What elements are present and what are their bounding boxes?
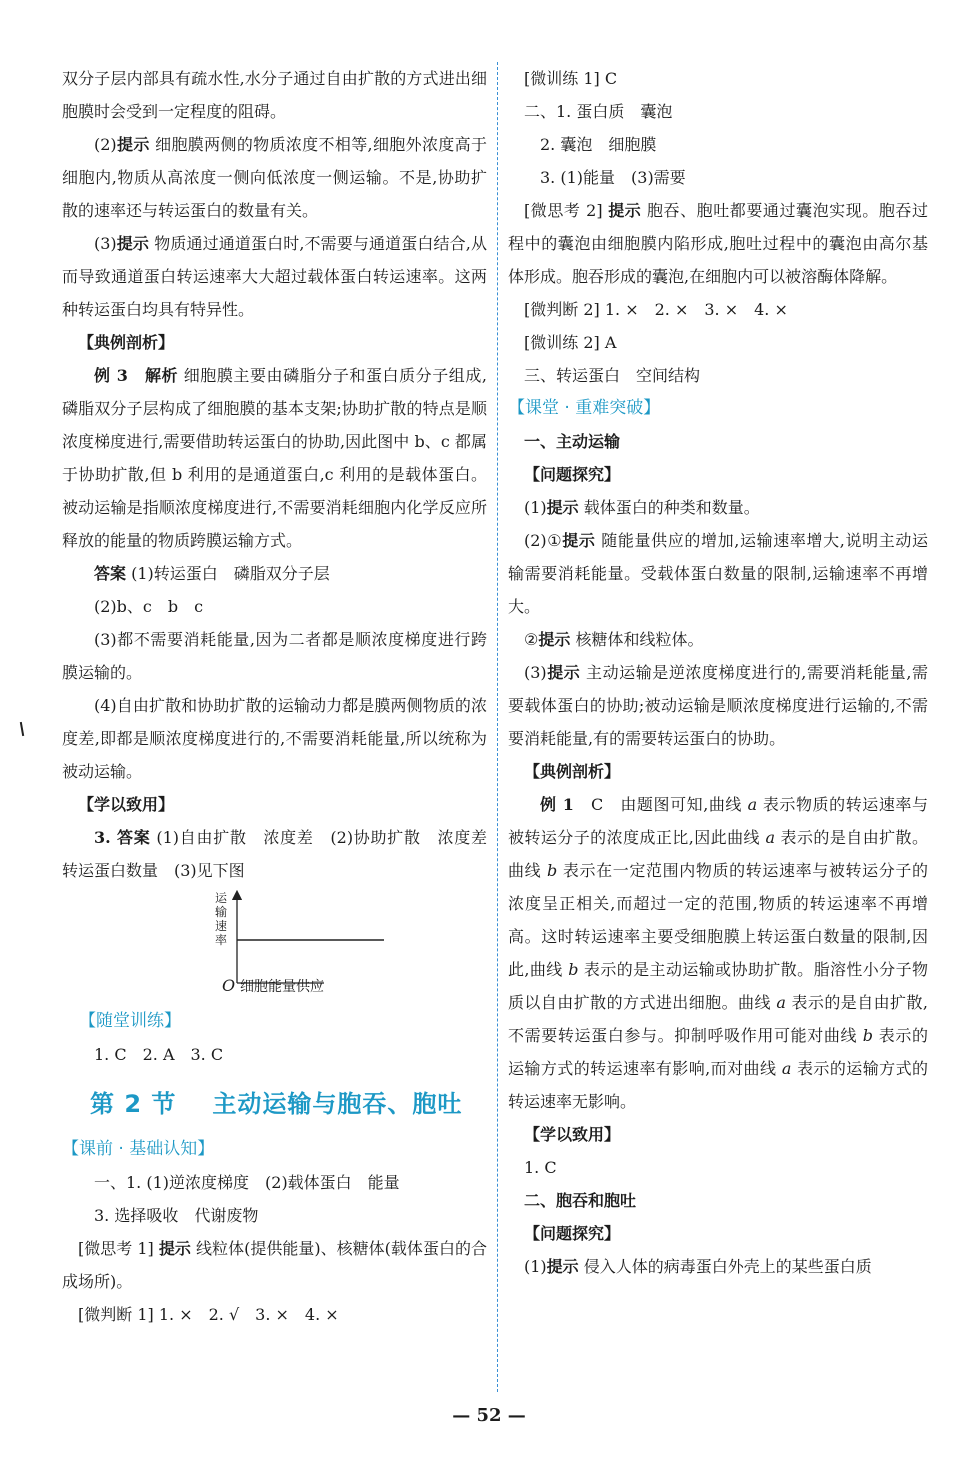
hint-paragraph: (3)提示 物质通过通道蛋白时,不需要与通道蛋白结合,从而导致通道蛋白转运速率大大超过载体蛋白转运速率。这两种转运蛋白均具有特异性。: [62, 234, 487, 319]
page-number: — 52 —: [452, 1405, 526, 1426]
hint-paragraph: (1)提示 载体蛋白的种类和数量。: [524, 498, 760, 517]
section-heading: 【学以致用】: [78, 795, 175, 814]
left-column: [62, 62, 504, 1331]
answer-line: 答案 (1)转运蛋白 磷脂双分子层: [94, 564, 330, 583]
hint-paragraph: (2)①提示 随能量供应的增加,运输速率增大,说明主动运输需要消耗能量。受载体蛋白数量的限制,运输速率不再增大。: [508, 531, 928, 616]
hint-paragraph: [微思考 1] 提示 线粒体(提供能量)、核糖体(载体蛋白的合成场所)。: [62, 1239, 487, 1291]
hint-paragraph: [微思考 2] 提示 胞吞、胞吐都要通过囊泡实现。胞吞过程中的囊泡由细胞膜内陷形成,胞吐过程中的囊泡由高尔基体形成。胞吞形成的囊泡,在细胞内可以被溶酶体降解。: [508, 201, 928, 286]
subsection-heading: 一、主动运输: [524, 432, 621, 451]
answer-line: 1. C: [524, 1158, 557, 1177]
section-heading: 【学以致用】: [524, 1125, 621, 1144]
answer-line: 一、1. (1)逆浓度梯度 (2)载体蛋白 能量: [94, 1173, 400, 1192]
example-paragraph: 例 1 C 由题图可知,曲线 a 表示物质的转运速率与被转运分子的浓度成正比,因此曲线 a 表示的是自由扩散。曲线 b 表示在一定范围内物质的转运速率与被转运分子的浓度呈正相关,而超过一定的范围,物质的转运速率不再增高。这时转运速率主要受细胞膜上转运蛋白数量的限制,因此,曲线 b 表示的是主动运输或协助扩散。脂溶性小分子物质以自由扩散的方式进出细胞。曲线 a 表示的是自由扩散,不需要转运蛋白参与。抑制呼吸作用可能对曲线 b 表示的运输方式的转运速率有影响,而对曲线 a 表示的运输方式的转运速率无影响。: [508, 795, 929, 1111]
y-axis-label: 运输速率: [214, 891, 227, 947]
answer-line: 1. C 2. A 3. C: [94, 1045, 224, 1064]
answer-line: 3. 答案 (1)自由扩散 浓度差 (2)协助扩散 浓度差 转运蛋白数量 (3)见下图: [62, 828, 504, 880]
answer-line: 3. (1)能量 (3)需要: [540, 168, 686, 187]
answer-line: 三、转运蛋白 空间结构: [524, 366, 701, 385]
section-heading: 【课前 · 基础认知】: [62, 1139, 215, 1159]
hint-paragraph: ②提示 核糖体和线粒体。: [524, 630, 704, 649]
section-heading: 【随堂训练】: [79, 1011, 181, 1031]
example-paragraph: 例 3 解析 细胞膜主要由磷脂分子和蛋白质分子组成,磷脂双分子层构成了细胞膜的基本支架;协助扩散的特点是顺浓度梯度进行,需要借助转运蛋白的协助,因此图中 b、c 都属于协助扩散,但 b 利用的是通道蛋白,c 利用的是载体蛋白。被动运输是指顺浓度梯度进行,不需要消耗细胞内化学反应所释放的能量的物质跨膜运输方式。: [62, 366, 487, 550]
section-heading: 【问题探究】: [524, 465, 621, 484]
right-column: [508, 62, 928, 1283]
section-title: 第 2 节 主动运输与胞吞、胞吐: [90, 1090, 463, 1118]
hint-paragraph: (3)提示 主动运输是逆浓度梯度进行的,需要消耗能量,需要载体蛋白的协助;被动运输是顺浓度梯度进行运输的,不需要消耗能量,有的需要转运蛋白的协助。: [508, 663, 928, 748]
margin-mark: [20, 722, 24, 736]
origin-label: O: [222, 976, 236, 995]
x-axis-label: 细胞能量供应: [240, 979, 324, 995]
section-heading: 【问题探究】: [524, 1224, 621, 1243]
hint-paragraph: (1)提示 侵入人体的病毒蛋白外壳上的某些蛋白质: [524, 1257, 872, 1276]
answer-line: (4)自由扩散和协助扩散的运输动力都是膜两侧物质的浓度差,即都是顺浓度梯度进行的,不需要消耗能量,所以统称为被动运输。: [62, 696, 487, 781]
answer-line: [微训练 1] C: [524, 69, 618, 88]
answer-line: 2. 囊泡 细胞膜: [540, 135, 657, 154]
column-divider: [497, 62, 498, 1392]
answer-line: [微判断 2] 1. × 2. × 3. × 4. ×: [524, 300, 788, 319]
section-heading: 【典例剖析】: [524, 762, 621, 781]
answer-line: (3)都不需要消耗能量,因为二者都是顺浓度梯度进行跨膜运输的。: [62, 630, 487, 682]
section-heading: 【课堂 · 重难突破】: [508, 398, 661, 418]
answer-line: [微训练 2] A: [524, 333, 617, 352]
hint-paragraph: (2)提示 细胞膜两侧的物质浓度不相等,细胞外浓度高于细胞内,物质从高浓度一侧向低浓度一侧运输。不是,协助扩散的速率还与转运蛋白的数量有关。: [62, 135, 487, 220]
answer-line: 二、1. 蛋白质 囊泡: [524, 102, 673, 121]
answer-line: (2)b、c b c: [94, 597, 204, 616]
transport-rate-chart: [62, 887, 487, 1005]
paragraph: 双分子层内部具有疏水性,水分子通过自由扩散的方式进出细胞膜时会受到一定程度的阻碍。: [62, 69, 487, 121]
subsection-heading: 二、胞吞和胞吐: [524, 1191, 637, 1210]
answer-line: 3. 选择吸收 代谢废物: [94, 1206, 259, 1225]
answer-line: [微判断 1] 1. × 2. √ 3. × 4. ×: [78, 1305, 339, 1324]
section-heading: 【典例剖析】: [78, 333, 175, 352]
